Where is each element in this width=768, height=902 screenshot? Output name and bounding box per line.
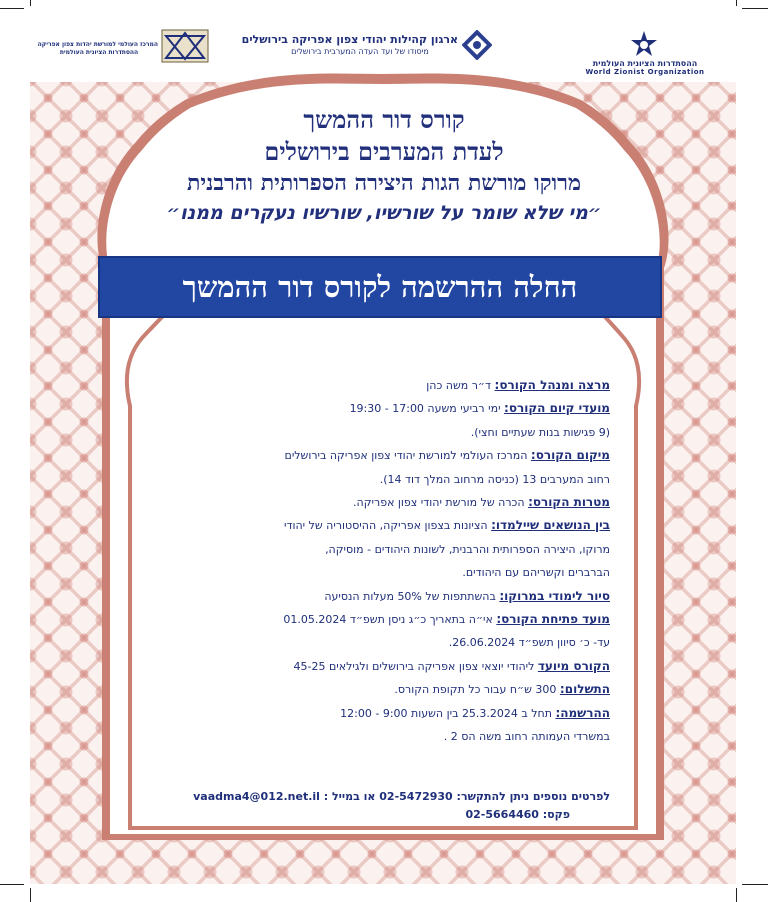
crop-mark [30,888,31,902]
left-logo-text: ההסתדרות הציונית העולמית [592,59,698,68]
detail-text: ימי רביעי משעה 17:00 - 19:30 [349,402,505,416]
detail-text: 300 ש״ח עבור כל תקופת הקורס. [394,683,560,697]
detail-line [232,468,610,491]
course-details [232,374,610,749]
crop-mark [0,8,24,9]
detail-line [232,397,610,420]
detail-line [232,585,610,608]
detail-text: רחוב המערבים 13 (כניסה מרחוב המלך דוד 14). [379,472,610,486]
detail-label: מרצה ומנהל הקורס: [494,378,610,392]
registration-banner: החלה ההרשמה לקורס דור ההמשך [98,256,662,318]
detail-line [232,514,610,537]
detail-label: ההרשמה: [555,705,610,720]
detail-text: תחל ב 25.3.2024 בין השעות 9:00 - 12:00 [340,706,556,720]
contact-line: לפרטים נוספים ניתן להתקשר: 02-5472930 או במייל : vaadma4@012.net.il [193,790,610,803]
detail-text: ד״ר משה כהן [426,379,495,392]
right-logo-line2: ההסתדרות הציונית העולמית [59,49,139,56]
detail-text: (9 פגישות בנות שעתיים וחצי). [470,425,610,439]
detail-text: מרוקו, היצירה הספרותית והרבנית, לשונות היהודים - מוסיקה, [325,542,610,556]
detail-text: בהשתתפות של 50% מעלות הנסיעה [324,589,500,603]
left-logo-sub: World Zionist Organization [585,68,705,76]
detail-line [232,678,610,701]
detail-text: הברברים וקשריהם עם היהודים. [462,566,610,580]
detail-line [232,725,610,748]
detail-text: הכרה של מורשת יהודי צפון אפריקה. [353,496,529,510]
detail-label: סיור לימודי במרוקו: [499,588,610,603]
detail-line [232,374,610,397]
fax-line: פקס: 02-5664460 [465,808,570,821]
detail-line [232,538,610,561]
center-org-line1: ארגון קהילות יהודי צפון אפריקה בירושלים [241,33,458,46]
course-title: קורס דור ההמשך [303,105,465,134]
detail-line [232,444,610,467]
detail-line [232,421,610,444]
detail-text: אי״ה בתאריך כ״ג ניסן תשפ״ד 01.05.2024 [283,613,497,627]
detail-label: הקורס מיועד [537,658,610,673]
course-theme: מרוקו מורשת הגות היצירה הספרותית והרבנית [187,170,581,196]
detail-label: בין הנושאים שיילמדו: [491,518,610,533]
title-block [110,104,658,228]
crop-mark [742,8,768,9]
detail-line [232,561,610,584]
heritage-center-emblem-icon [160,28,210,64]
detail-text: ליהודי יוצאי צפון אפריקה בירושלים ולגילאים 45-25 [293,659,538,673]
detail-label: מועדי קיום הקורס: [504,401,610,416]
detail-text: במשרדי העמותה רחוב משה הס 2 . [443,730,610,744]
crop-mark [736,0,737,6]
detail-line [232,702,610,725]
detail-text: המרכז העולמי למורשת יהודי צפון אפריקה בירושלים [284,449,531,463]
crop-mark [742,884,768,885]
detail-line [232,608,610,631]
detail-line [232,491,610,514]
course-subtitle: לעדת המערבים בירושלים [264,137,504,166]
detail-label: מועד פתיחת הקורס: [496,612,610,627]
wzo-star-icon [630,30,658,58]
detail-label: מטרות הקורס: [528,495,610,510]
course-quote: ״מי שלא שומר על שורשיו, שורשיו נעקרים ממנו״ [166,202,602,224]
detail-label: מיקום הקורס: [530,448,610,463]
right-logo-line1: המרכז העולמי למורשת יהדות צפון אפריקה [37,41,158,48]
detail-text: הציונות בצפון אפריקה, ההיסטוריה של יהודי [284,519,492,533]
detail-text: עד- כ׳ סיוון תשפ״ד 26.06.2024. [448,636,610,650]
crop-mark [0,884,24,885]
center-org-line2: מיסודו של ועד העדה המערבית בירושלים [291,47,429,56]
detail-line [232,655,610,678]
detail-label: התשלום: [559,682,610,697]
contact-block [140,788,610,824]
org-emblem-icon [462,30,492,60]
crop-mark [736,888,737,902]
crop-mark [30,0,31,6]
detail-line [232,631,610,654]
